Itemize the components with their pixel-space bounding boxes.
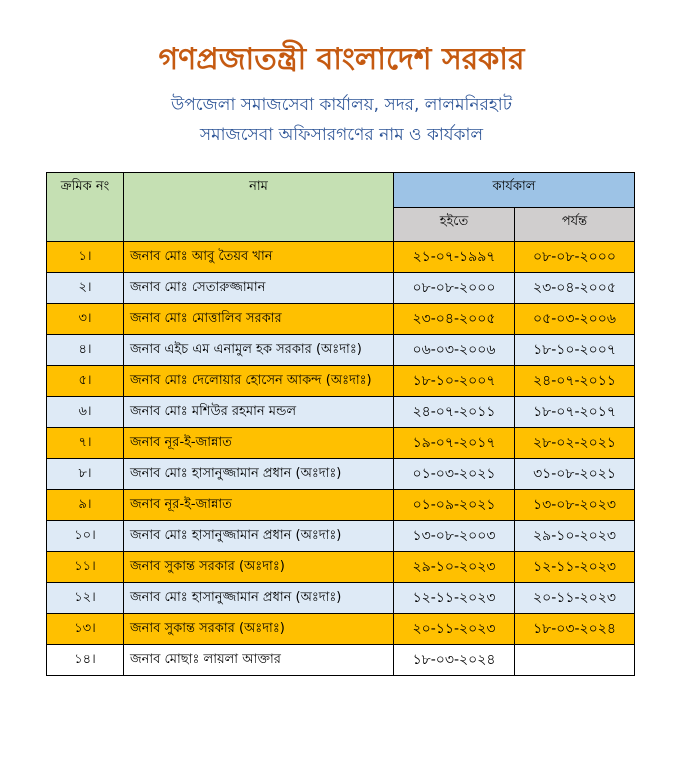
- serial-cell: ১১।: [47, 552, 124, 583]
- serial-cell: ১০।: [47, 521, 124, 552]
- to-date-cell: ৩১-০৮-২০২১: [515, 459, 635, 490]
- name-cell: জনাব মোঃ দেলোয়ার হোসেন আকন্দ (অঃদাঃ): [124, 366, 394, 397]
- from-date-cell: ০১-০৩-২০২১: [394, 459, 515, 490]
- serial-cell: ৬।: [47, 397, 124, 428]
- name-cell: জনাব মোঃ হাসানুজ্জামান প্রধান (অঃদাঃ): [124, 521, 394, 552]
- from-date-cell: ২১-০৭-১৯৯৭: [394, 242, 515, 273]
- name-cell: জনাব মোঃ হাসানুজ্জামান প্রধান (অঃদাঃ): [124, 459, 394, 490]
- to-date-cell: ১৩-০৮-২০২৩: [515, 490, 635, 521]
- header-to: পর্যন্ত: [515, 207, 635, 242]
- name-cell: জনাব সুকান্ত সরকার (অঃদাঃ): [124, 614, 394, 645]
- from-date-cell: ০১-০৯-২০২১: [394, 490, 515, 521]
- name-cell: জনাব নূর-ই-জান্নাত: [124, 428, 394, 459]
- to-date-cell: ২০-১১-২০২৩: [515, 583, 635, 614]
- to-date-cell: ২৯-১০-২০২৩: [515, 521, 635, 552]
- table-row: [47, 366, 635, 397]
- subject-subtitle: সমাজসেবা অফিসারগণের নাম ও কার্যকাল: [199, 125, 484, 145]
- to-date-cell: ১৮-০৭-২০১৭: [515, 397, 635, 428]
- serial-cell: ২।: [47, 273, 124, 304]
- name-cell: জনাব মোঃ সেতারুজ্জামান: [124, 273, 394, 304]
- name-cell: জনাব মোছাঃ লায়লা আক্তার: [124, 645, 394, 676]
- table-row: [47, 242, 635, 273]
- table-row: [47, 583, 635, 614]
- page-title: গণপ্রজাতন্ত্রী বাংলাদেশ সরকার: [158, 42, 525, 77]
- to-date-cell: ২৮-০২-২০২১: [515, 428, 635, 459]
- table-row: [47, 335, 635, 366]
- table-row: [47, 521, 635, 552]
- to-date-cell: ২৪-০৭-২০১১: [515, 366, 635, 397]
- table-row: [47, 273, 635, 304]
- name-cell: জনাব মোঃ হাসানুজ্জামান প্রধান (অঃদাঃ): [124, 583, 394, 614]
- serial-cell: ১২।: [47, 583, 124, 614]
- to-date-cell: ১৮-০৩-২০২৪: [515, 614, 635, 645]
- from-date-cell: ২৩-০৪-২০০৫: [394, 304, 515, 335]
- from-date-cell: ২৯-১০-২০২৩: [394, 552, 515, 583]
- office-subtitle: উপজেলা সমাজসেবা কার্যালয়, সদর, লালমনিরহাট: [170, 95, 513, 115]
- table-row: [47, 304, 635, 335]
- table-row: [47, 428, 635, 459]
- to-date-cell: ১২-১১-২০২৩: [515, 552, 635, 583]
- name-cell: জনাব মোঃ মোত্তালিব সরকার: [124, 304, 394, 335]
- from-date-cell: ০৮-০৮-২০০০: [394, 273, 515, 304]
- serial-cell: ৭।: [47, 428, 124, 459]
- from-date-cell: ১৯-০৭-২০১৭: [394, 428, 515, 459]
- from-date-cell: ০৬-০৩-২০০৬: [394, 335, 515, 366]
- name-cell: জনাব নূর-ই-জান্নাত: [124, 490, 394, 521]
- name-cell: জনাব সুকান্ত সরকার (অঃদাঃ): [124, 552, 394, 583]
- header-from: হইতে: [394, 207, 515, 242]
- header-name: নাম: [124, 173, 394, 242]
- table-row: [47, 397, 635, 428]
- name-cell: জনাব মোঃ মশিউর রহমান মন্ডল: [124, 397, 394, 428]
- to-date-cell: ০৮-০৮-২০০০: [515, 242, 635, 273]
- serial-cell: ১৪।: [47, 645, 124, 676]
- table-body: [47, 242, 635, 676]
- from-date-cell: ১৮-০৩-২০২৪: [394, 645, 515, 676]
- table-row: [47, 552, 635, 583]
- to-date-cell: [515, 645, 635, 676]
- from-date-cell: ১৮-১০-২০০৭: [394, 366, 515, 397]
- serial-cell: ৩।: [47, 304, 124, 335]
- header-serial: ক্রমিক নং: [47, 173, 124, 242]
- to-date-cell: ০৫-০৩-২০০৬: [515, 304, 635, 335]
- serial-cell: ১৩।: [47, 614, 124, 645]
- table-row: [47, 645, 635, 676]
- from-date-cell: ২৪-০৭-২০১১: [394, 397, 515, 428]
- table-row: [47, 614, 635, 645]
- to-date-cell: ২৩-০৪-২০০৫: [515, 273, 635, 304]
- to-date-cell: ১৮-১০-২০০৭: [515, 335, 635, 366]
- name-cell: জনাব এইচ এম এনামুল হক সরকার (অঃদাঃ): [124, 335, 394, 366]
- header-tenure: কার্যকাল: [394, 173, 635, 208]
- from-date-cell: ১৩-০৮-২০০৩: [394, 521, 515, 552]
- serial-cell: ৪।: [47, 335, 124, 366]
- name-cell: জনাব মোঃ আবু তৈয়ব খান: [124, 242, 394, 273]
- officers-table: [46, 172, 635, 676]
- from-date-cell: ২০-১১-২০২৩: [394, 614, 515, 645]
- table-row: [47, 459, 635, 490]
- table-row: [47, 490, 635, 521]
- serial-cell: ৯।: [47, 490, 124, 521]
- serial-cell: ৫।: [47, 366, 124, 397]
- from-date-cell: ১২-১১-২০২৩: [394, 583, 515, 614]
- serial-cell: ১।: [47, 242, 124, 273]
- serial-cell: ৮।: [47, 459, 124, 490]
